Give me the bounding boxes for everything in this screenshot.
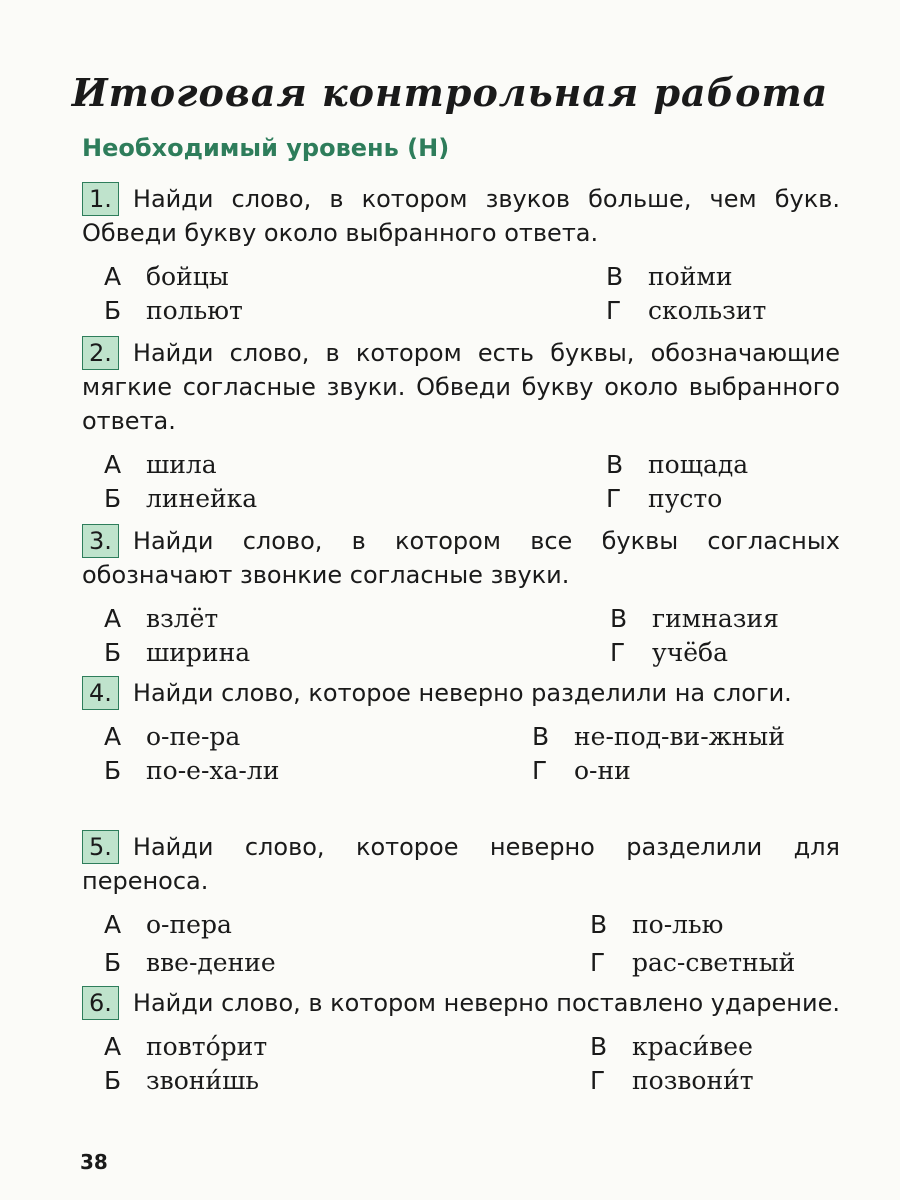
task-number: 5. [82, 830, 119, 864]
answer-letter[interactable]: Г [590, 948, 606, 977]
task-number: 4. [82, 676, 119, 710]
answer-option[interactable] [590, 1064, 754, 1098]
task-question [82, 524, 840, 592]
answer-option[interactable] [104, 260, 229, 294]
answer-word: краси́вее [632, 1032, 753, 1061]
answer-option[interactable] [610, 636, 728, 670]
answer-word: линейка [146, 484, 258, 513]
answer-letter[interactable]: А [104, 450, 122, 479]
answer-options [82, 720, 840, 792]
task-3 [82, 524, 840, 674]
answer-letter[interactable]: А [104, 910, 122, 939]
task-question [82, 830, 840, 898]
answer-option[interactable] [104, 754, 279, 788]
answer-letter[interactable]: А [104, 262, 122, 291]
answer-options [82, 602, 840, 674]
task-4 [82, 676, 840, 792]
task-text: Найди слово, в котором неверно поставлено ударение. [132, 989, 840, 1017]
task-text: Найди слово, которое неверно разделили на слоги. [132, 679, 792, 707]
answer-option[interactable] [606, 260, 733, 294]
answer-word: гимназия [652, 604, 779, 633]
answer-option[interactable] [606, 448, 748, 482]
answer-word: о-пе-ра [146, 722, 241, 751]
task-5 [82, 830, 840, 980]
answer-word: пусто [648, 484, 723, 513]
answer-word: вве-дение [146, 948, 276, 977]
task-number: 1. [82, 182, 119, 216]
answer-letter[interactable]: Б [104, 484, 122, 513]
page-title: Итоговая контрольная работа [71, 70, 829, 115]
answer-word: по-е-ха-ли [146, 756, 280, 785]
answer-word: не-под-ви-жный [574, 722, 785, 751]
answer-letter[interactable]: В [590, 910, 608, 939]
answer-option[interactable] [104, 636, 250, 670]
answer-letter[interactable]: Г [606, 296, 622, 325]
answer-option[interactable] [104, 1064, 259, 1098]
answer-option[interactable] [590, 908, 723, 942]
answer-letter[interactable]: В [590, 1032, 608, 1061]
answer-word: скользит [648, 296, 767, 325]
answer-letter[interactable]: Б [104, 1066, 122, 1095]
answer-option[interactable] [606, 294, 766, 328]
answer-letter[interactable]: Г [532, 756, 548, 785]
answer-option[interactable] [532, 754, 631, 788]
answer-word: о-ни [574, 756, 631, 785]
answer-word: шила [146, 450, 217, 479]
answer-word: пощада [648, 450, 749, 479]
task-number: 3. [82, 524, 119, 558]
answer-option[interactable] [104, 720, 240, 754]
answer-word: по-лью [632, 910, 724, 939]
answer-letter[interactable]: Г [610, 638, 626, 667]
answer-option[interactable] [532, 720, 785, 754]
answer-option[interactable] [104, 946, 276, 980]
task-text: Найди слово, которое неверно разделили для переноса. [82, 833, 840, 895]
answer-word: повто́рит [146, 1032, 268, 1061]
answer-options [82, 1030, 840, 1102]
answer-word: рас-светный [632, 948, 796, 977]
answer-letter[interactable]: А [104, 604, 122, 633]
answer-word: звони́шь [146, 1066, 259, 1095]
answer-option[interactable] [104, 1030, 267, 1064]
task-6 [82, 986, 840, 1102]
answer-options [82, 448, 840, 520]
answer-word: позвони́т [632, 1066, 754, 1095]
answer-word: польют [146, 296, 243, 325]
answer-letter[interactable]: Б [104, 756, 122, 785]
answer-letter[interactable]: В [606, 262, 624, 291]
answer-option[interactable] [104, 448, 217, 482]
answer-word: бойцы [146, 262, 229, 291]
task-number: 6. [82, 986, 119, 1020]
answer-letter[interactable]: А [104, 1032, 122, 1061]
task-number: 2. [82, 336, 119, 370]
answer-word: ширина [146, 638, 251, 667]
answer-word: учёба [652, 638, 728, 667]
answer-option[interactable] [610, 602, 779, 636]
task-question [82, 676, 840, 710]
answer-options [82, 260, 840, 332]
answer-option[interactable] [606, 482, 722, 516]
page-number: 38 [80, 1150, 108, 1174]
answer-option[interactable] [104, 294, 243, 328]
answer-option[interactable] [104, 602, 218, 636]
answer-options [82, 908, 840, 980]
answer-letter[interactable]: Г [606, 484, 622, 513]
answer-option[interactable] [104, 908, 232, 942]
task-1 [82, 182, 840, 332]
answer-option[interactable] [590, 946, 795, 980]
answer-letter[interactable]: А [104, 722, 122, 751]
answer-letter[interactable]: Г [590, 1066, 606, 1095]
answer-option[interactable] [104, 482, 257, 516]
answer-word: пойми [648, 262, 733, 291]
task-text: Найди слово, в котором есть буквы, обозначающие мягкие согласные звуки. Обведи букву около выбранного ответа. [82, 339, 840, 435]
task-text: Найди слово, в котором все буквы согласных обозначают звонкие согласные звуки. [82, 527, 840, 589]
task-question [82, 336, 840, 438]
answer-word: о-пера [146, 910, 232, 939]
answer-letter[interactable]: В [606, 450, 624, 479]
answer-option[interactable] [590, 1030, 753, 1064]
task-question [82, 182, 840, 250]
answer-letter[interactable]: В [532, 722, 550, 751]
task-text: Найди слово, в котором звуков больше, чем букв. Обведи букву около выбранного ответа. [82, 185, 840, 247]
answer-word: взлёт [146, 604, 219, 633]
task-question [82, 986, 840, 1020]
answer-letter[interactable]: В [610, 604, 628, 633]
answer-letter[interactable]: Б [104, 296, 122, 325]
answer-letter[interactable]: Б [104, 638, 122, 667]
task-2 [82, 336, 840, 520]
level-heading: Необходимый уровень (Н) [82, 134, 450, 162]
answer-letter[interactable]: Б [104, 948, 122, 977]
